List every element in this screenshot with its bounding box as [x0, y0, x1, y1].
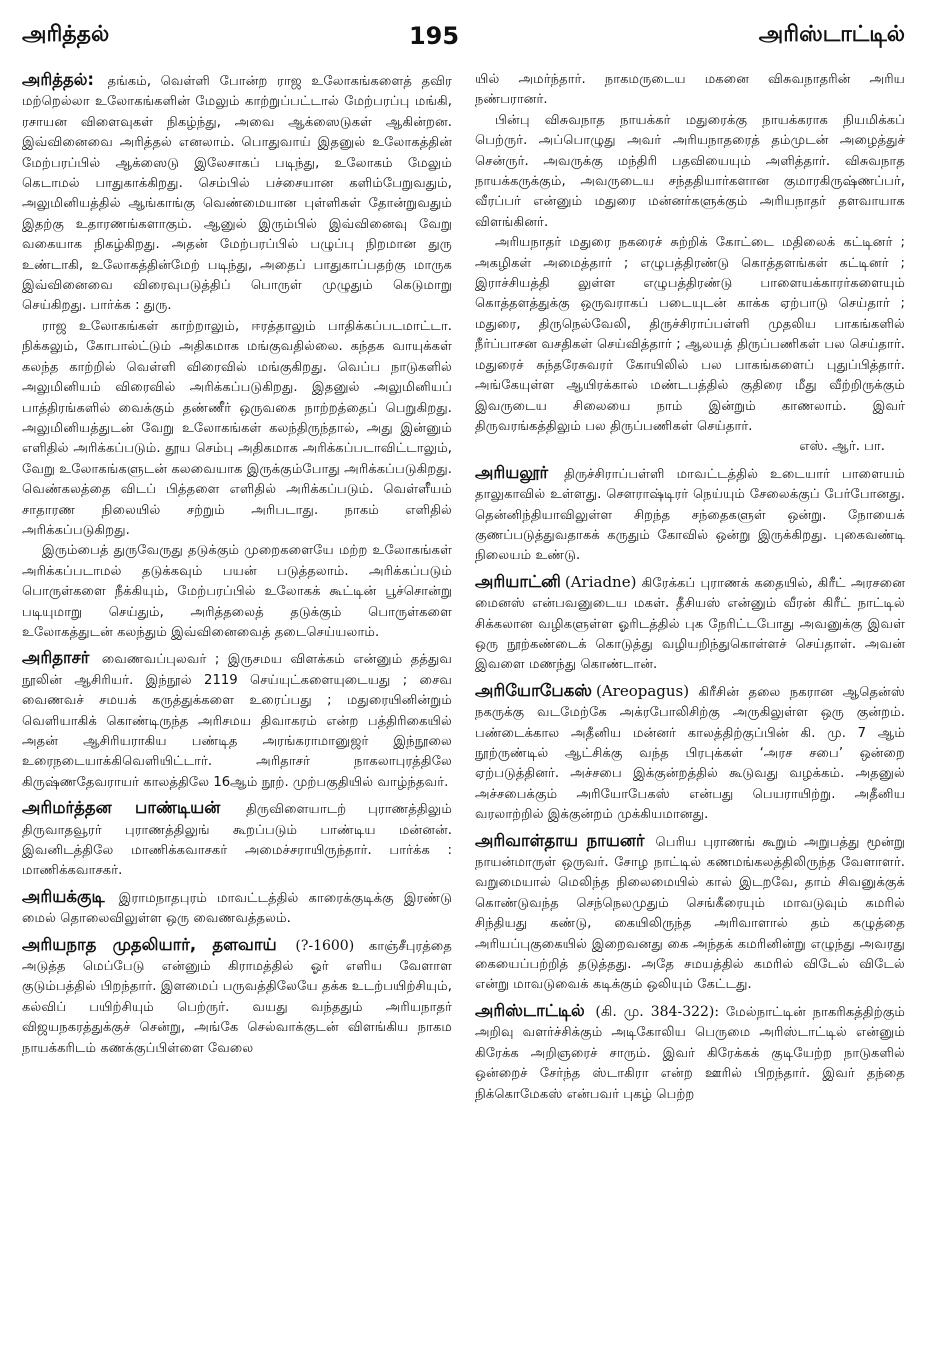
- entry-text: யில் அமர்ந்தார். நாகமருடைய மகனை விசுவநாதரின் அரிய நண்பரானர்.: [475, 72, 905, 108]
- entry-headword-english: (Ariadne): [564, 572, 637, 591]
- entry-text: திருச்சிராப்பள்ளி மாவட்டத்தில் உடையார் பாளையம் தாலுகாவில் உள்ளது. சௌராஷ்டிரர் நெய்யும் சேலைக்குப் பேர்போனது. தென்னிந்தியாவிலுள்ள சிறந்த சந்தைகளுள் ஒன்று. நோயைக் குணப்படுத்துவதாகக் கருதும் கோவில் ஒன்று இருக்கிறது. புகைவண்டி நிலையம் உண்டு.: [475, 466, 905, 564]
- entry-headword: அரிவாள்தாய நாயனர்: [475, 830, 645, 850]
- right-column: [475, 70, 905, 1110]
- entry-headword: அரிமர்த்தன பாண்டியன்: [22, 798, 221, 818]
- entry-text: பெரிய புராணங் கூறும் அறுபத்து மூன்று நாயன்மாருள் ஒருவர். சோழ நாட்டில் கணமங்கலத்திலிருந்த வேளாளர். வறுமையால் மெலிந்த நிலைமையில் கால் இடறவே, தாம் சிவனுக்குக் கொண்டுவந்த செந்நெலமுதும் செங்கீரையும் மாவடுவும் கமரில் சிந்தியது கண்டு, கையிலிருந்த அரிவாளால் தம் கழுத்தை அரியப்புகுகையில் இறைவனது கை அந்தக் கமரினின்று எழுந்து அவரது கையைப்பற்றித் தடுத்தது. அதே சமயத்தில் கமரில் விடேல் விடேல் என்று மாவடுவைக் கடிக்கும் ஒலியும் கேட்டது.: [475, 834, 905, 993]
- left-column: [22, 70, 452, 1110]
- entry-text: இராமநாதபுரம் மாவட்டத்தில் காரைக்குடிக்கு இரண்டு மைல் தொலைவிலுள்ள ஒரு வைணவத்தலம்.: [22, 890, 453, 927]
- entry-headword: அரியாட்னி: [475, 571, 561, 591]
- entry-ariyalur: [475, 463, 905, 567]
- entry-headword: அரித்தல்:: [22, 70, 95, 89]
- running-header: [22, 14, 905, 50]
- entry-headword: அரியநாத முதலியார், தளவாய்: [22, 934, 277, 954]
- entry-ariyakkudi: [22, 887, 452, 930]
- entry-text: அரியநாதர் மதுரை நகரைச் சுற்றிக் கோட்டை மதிலைக் கட்டினர் ; அகழிகள் அமைத்தார் ; எழுபத்திரண்டு கொத்தளங்கள் கட்டினர் ; இராச்சியத்தி லுள்ள எழுபத்திரண்டு பாளையக்காரர்களையும் கொத்தளத்துக்கு ஒருவராகப் படையுடன் காக்க ஏற்பாடு செய்தார் ; மதுரை, திருநெல்வேலி, திருச்சிராப்பள்ளி முதலிய பாகங்களில் நீர்ப்பாசன வசதிகள் செய்வித்தார் ; ஆலயத் திருப்பணிகள் பல செய்தார். மதுரைச் சுந்தரேசுவரர் கோயிலில் பல பாகங்களைப் புதுப்பித்தார். அங்கேயுள்ள ஆயிரக்கால் மண்டபத்தில் குதிரை மீது வீற்றிருக்கும் இவருடைய சிலையை நாம் இன்றும் காணலாம். இவர் திருவரங்கத்திலும் பல திருப்பணிகள் செய்தார்.: [475, 235, 905, 434]
- entry-text: ராஜ உலோகங்கள் காற்றாலும், ஈரத்தாலும் பாதிக்கப்படமாட்டா. நிக்கலும், கோபால்ட்டும் அதிகமாக மங்குவதில்லை. கந்தக வாயுக்கள் கலந்த காற்றில் வெள்ளி விரைவில் மங்குகிறது. வெப்ப நாடுகளில் அலுமினியம் விரைவில் அரிக்கப்படுகிறது. இதனுல் அலுமினியப் பாத்திரங்களில் வைக்கும் தண்ணீர் ஒருவகை நாற்றத்தைப் பெறுகிறது. அலுமினியத்துடன் வேறு உலோகங்கள் கலந்திருந்தால், அது இன்னும் எளிதில் அரிக்கப்படும். தூய செம்பு அதிகமாக அரிக்கப்படாவிட்டாலும், வேறு உலோகங்களுடன் கலவையாக இருக்கும்போது அரிக்கப்படுகிறது. வெண்கலத்தை விடப் பித்தளை எளிதில் அரிக்கப்படும். வெள்ளீயம் சாதாரண நிலையில் சற்றும் அரிபடாது. நாகம் எளிதில் அரிக்கப்படுகிறது.: [22, 318, 452, 538]
- page-number: 195: [408, 22, 460, 50]
- entry-headword: அரிதாசர்: [22, 648, 90, 668]
- entry-arithal: [22, 70, 452, 643]
- entry-continuation: [475, 70, 905, 458]
- entry-text: மேல்நாட்டின் நாகரிகத்திற்கும் அறிவு வளர்ச்சிக்கும் அடிகோலிய பெருமை அரிஸ்டாட்டில் என்னும் கிரேக்க அறிஞரைச் சாரும். இவர் கிரேக்கக் குடியேற்ற நாடுகளில் ஒன்றைச் சேர்ந்த ஸ்டாகிரா என்ற ஊரில் பிறந்தார். இவர் தந்தை நிக்கொமேகஸ் என்பவர் புகழ் பெற்ற: [475, 1004, 905, 1102]
- header-last-entry: அரிஸ்டாட்டில்: [758, 22, 905, 47]
- entry-text: திருவிளையாடற் புராணத்திலும் திருவாதவூரர் புராணத்திலுங் கூறப்படும் பாண்டிய மன்னன். இவனிடத்திலே மாணிக்கவாசகர் அமைச்சராயிருந்தார். பார்க்க : மாணிக்கவாசகர்.: [22, 802, 452, 879]
- entry-text: இரும்பைத் துருவேருது தடுக்கும் முறைகளையே மற்ற உலோகங்கள் அரிக்கப்படாமல் தடுக்கவும் பயன் படுத்தலாம். அரிக்கப்படும் பொருள்களை நீக்கியும், மேற்பரப்பில் உலோகக் கூட்டின் பூச்சொன்று படியுமாறு செய்தும், அரித்தலைத் தடுக்கும் பொருள்களை உலோகத்துடன் கலந்தும் இவ்வினைவைத் தடைசெய்யலாம்.: [22, 543, 452, 640]
- entry-headword-english: (Areopagus): [595, 681, 690, 700]
- entry-text: பின்பு விசுவநாத நாயக்கர் மதுரைக்கு நாயக்கராக நியமிக்கப் பெற்ருர். அப்பொழுது அவர் அரியநாதரைத் தம்முடன் அழைத்துச் சென்ருர். அவருக்கு மந்திரி பதவியையும் அளித்தார். விசுவநாத நாயக்கருக்கும், அவருடைய சந்ததியார்களான குமாரகிருஷ்ணப்பர், வீரப்பர் என்னும் மதுரை மன்னர்களுக்கும் அரியநாதர் தளவாயாக விளங்கினர்.: [475, 112, 905, 230]
- entry-areopagus: [475, 681, 905, 826]
- entry-dates: (?-1600): [295, 937, 355, 954]
- entry-text: கிரீசின் தலை நகரான ஆதென்ஸ் நகருக்கு வடமேற்கே அக்ரபோலிசிற்கு அருகிலுள்ள ஒரு குன்றம். பண்டைக்கால அதீனிய மன்னர் காலத்திற்குப்பின் கி. மு. 7 ஆம் நூற்ருண்டில் ஆட்சிக்கு வந்த பிரபுக்கள் ‘அரச சபை’ ஒன்றை ஏற்படுத்தினர். அச்சபை இக்குன்றத்தில் கூடுவது வழக்கம். அதனுல் அச்சபைக்கும் அரியோபேகஸ் என்பது பெயராயிற்று. அதீனிய வரலாற்றில் இக்குன்றம் முக்கியமானது.: [475, 684, 905, 823]
- entry-ariadne: [475, 572, 905, 676]
- entry-text: கிரேக்கப் புராணக் கதையில், கிரீட் அரசனை மைனஸ் என்பவனுடைய மகள். தீசியஸ் என்னும் வீரன் கிரீட் நாட்டில் சிக்கலான வழிகளுள்ள ஓரிடத்தில் புக நேரிட்டபோது அவனுக்கு இவள் ஒரு நூற்கண்டைக் கொடுத்து வழியறிந்துகொள்ளச் செய்தாள். அவன் இவளை மணந்து கொண்டான்.: [475, 575, 905, 673]
- entry-arimarthana-pandiyan: [22, 798, 452, 882]
- entry-headword: அரியோபேகஸ்: [475, 680, 592, 700]
- entry-text: வைணவப்புலவர் ; இருசமய விளக்கம் என்னும் தத்துவ நூலின் ஆசிரியர். இந்நூல் 2119 செய்யுட்களையுடையது ; சைவ வைணவச் சமயக் கருத்துக்களை உரைப்பது ; மதுரையினின்றும் வெளியாகிக் கொண்டிருந்த அரிசமய திவாகரம் என்ற பத்திரிகையில் அதன் ஆசிரியராகிய பண்டித அரங்கராமானுஜர் இந்நூலை உரைநடையாக்கிவெளியிட்டார். அரிதாசர் நாகலாபுரத்திலே கிருஷ்ணதேவராயர் காலத்திலே 16ஆம் நூற். முற்பகுதியில் வாழ்ந்தவர்.: [22, 652, 452, 790]
- header-first-entry: அரித்தல்: [22, 22, 110, 47]
- entry-arivalthaya-nayanar: [475, 831, 905, 996]
- two-column-body: [22, 70, 905, 1110]
- author-signature: எஸ். ஆர். பா.: [799, 439, 885, 455]
- entry-headword: அரியலூர்: [475, 462, 549, 482]
- entry-text: காஞ்சீபுரத்தை அடுத்த மெப்பேடு என்னும் கிராமத்தில் ஓர் எளிய வேளாள குடும்பத்தில் பிறந்தார். இளமைப் பருவத்திலேயே தக்க உடற்பயிற்சியும், கல்விப் பயிற்சியும் பெற்ருர். வயது வந்ததும் அரியநாதர் விஜயநகரத்துக்குச் சென்று, அங்கே செல்வாக்குடன் விளங்கிய நாகம நாயக்கரிடம் கணக்குப்பிள்ளை வேலை: [22, 938, 453, 1056]
- entry-headword: அரிஸ்டாட்டில்: [475, 1000, 585, 1020]
- entry-ariyanatha-mudaliyar: [22, 935, 452, 1059]
- entry-aristotle: [475, 1001, 905, 1105]
- entry-dates: (கி. மு. 384-322):: [595, 1003, 720, 1020]
- entry-headword: அரியக்குடி: [22, 886, 105, 906]
- entry-text: தங்கம், வெள்ளி போன்ற ராஜ உலோகங்களைத் தவிர மற்றெல்லா உலோகங்களின் மேலும் காற்றுப்பட்டால் மேற்பரப்பு மங்கி, ரசாயன விளைவுகள் நிகழ்ந்து, அவை ஆக்ஸைடுகள் ஆகின்றன. இவ்வினைவை அரித்தல் எனலாம். பொதுவாய் இதனுல் உலோகத்தின் மேற்பரப்பில் ஆக்ஸைடு இலேசாகப் படிந்து, உலோகம் மேலும் கெடாமல் பாதுகாக்கிறது. செம்பில் பச்சையான களிம்பேறுவதும், அலுமினியத்தில் ஆங்காங்கு வெண்மையான புள்ளிகள் தோன்றுவதும் இதற்கு உதாரணங்களாகும். ஆனுல் இரும்பில் இவ்வினைவு வேறு வகையாக நிகழ்கிறது. அதன் மேற்பரப்பில் பழுப்பு நிறமான துரு உண்டாகி, உலோகத்தின்மேற் படிந்து, அதைப் பாதுகாப்பதற்கு மாருக இவ்வினைவை விரைவுபடுத்திப் பொருள் முழுதும் கெடுமாறு செய்கிறது. பார்க்க : துரு.: [22, 74, 452, 314]
- entry-aridasar: [22, 648, 452, 793]
